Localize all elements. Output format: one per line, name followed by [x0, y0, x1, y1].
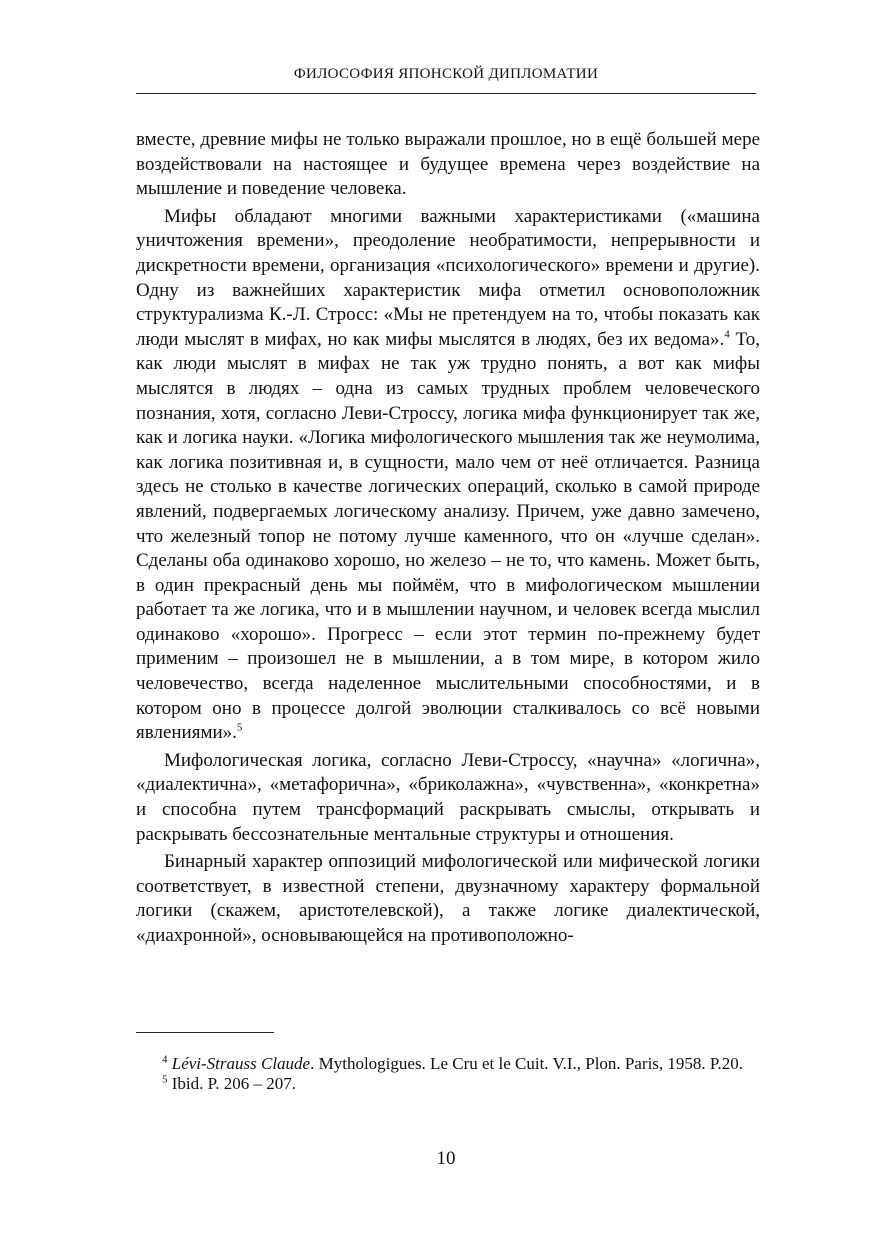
paragraph-text: То, как люди мыслят в мифах не так уж трудно понять, а вот как мифы мыслятся в людях – одна из самых трудных проблем человеческого познания, хотя, согласно Леви-Строссу, логика мифа функционирует так же, как и логика науки. «Логика мифологического мышления так же неумолима, как логика позитивная и, в сущности, мало чем от неё отличается. Разница здесь не столько в качестве логических операций, сколько в самой природе явлений, подвергаемых логическому анализу. Причем, уже давно замечено, что железный топор не потому лучше каменного, что он «лучше сделан». Сделаны оба одинаково хорошо, но железо – не то, что камень. Может быть, в один прекрасный день мы поймём, что в мифологическом мышлении работает та же логика, что и в мышлении научном, и человек всегда мыслил одинаково «хорошо». Прогресс – если этот термин по-прежнему будет применим – произошел не в мышлении, а в том мире, в котором жило человечество, всегда наделенное мыслительными способностями, и в котором оно в процессе долгой эволюции сталкивалось со всё новыми явлениями».: [136, 328, 760, 744]
paragraph-text: Мифы обладают многими важными характеристиками («машина уничтожения времени», преодоление необратимости, непрерывности и дискретности времени, организация «психологического» времени и другие). Одну из важнейших характеристик мифа отметил основоположник структурализма К.-Л. Стросс: «Мы не претендуем на то, чтобы показать как люди мыслят в мифах, но как мифы мыслятся в людях, без их ведома».: [136, 205, 760, 350]
paragraph-2: [136, 205, 760, 746]
header-rule: [136, 93, 756, 94]
paragraph-text: Мифологическая логика, согласно Леви-Строссу, «научна» «логична», «диалектична», «метафорична», «бриколажна», «чувственна», «конкретна» и способна путем трансформаций раскрывать смыслы, открывать и раскрывать бессознательные ментальные структуры и отношения.: [136, 749, 760, 845]
footnote-text: . Mythologigues. Le Cru et le Cuit. V.I., Plon. Paris, 1958. P.20.: [310, 1054, 743, 1073]
page-number: 10: [436, 1148, 456, 1169]
footnotes: [136, 1054, 760, 1094]
footnote-ref-5[interactable]: 5: [236, 721, 243, 734]
footnote-author: Lévi-Strauss Claude: [171, 1054, 311, 1073]
paragraph-text: Бинарный характер оппозиций мифологической или мифической логики соответствует, в известной степени, двузначному характеру формальной логики (скажем, аристотелевской), а также логике диалектической, «диахронной», основывающейся на противоположно-: [136, 851, 760, 946]
footnote-4: [136, 1054, 760, 1074]
footnote-number: 5: [162, 1073, 168, 1086]
footnote-text: Ibid. P. 206 – 207.: [167, 1074, 296, 1093]
footnote-separator: [136, 1032, 274, 1033]
running-head: ФИЛОСОФИЯ ЯПОНСКОЙ ДИПЛОМАТИИ: [293, 66, 599, 82]
footnote-number: 4: [162, 1053, 168, 1066]
paragraph-4: [136, 850, 760, 948]
paragraph-text: вместе, древние мифы не только выражали прошлое, но в ещё большей мере воздействовали на настоящее и будущее времена через воздействие на мышление и поведение человека.: [136, 129, 760, 200]
body-text: [136, 128, 760, 949]
paragraph-1: [136, 128, 760, 202]
footnote-5: [136, 1074, 760, 1094]
paragraph-3: [136, 749, 760, 847]
footnote-ref-4[interactable]: 4: [724, 328, 730, 341]
